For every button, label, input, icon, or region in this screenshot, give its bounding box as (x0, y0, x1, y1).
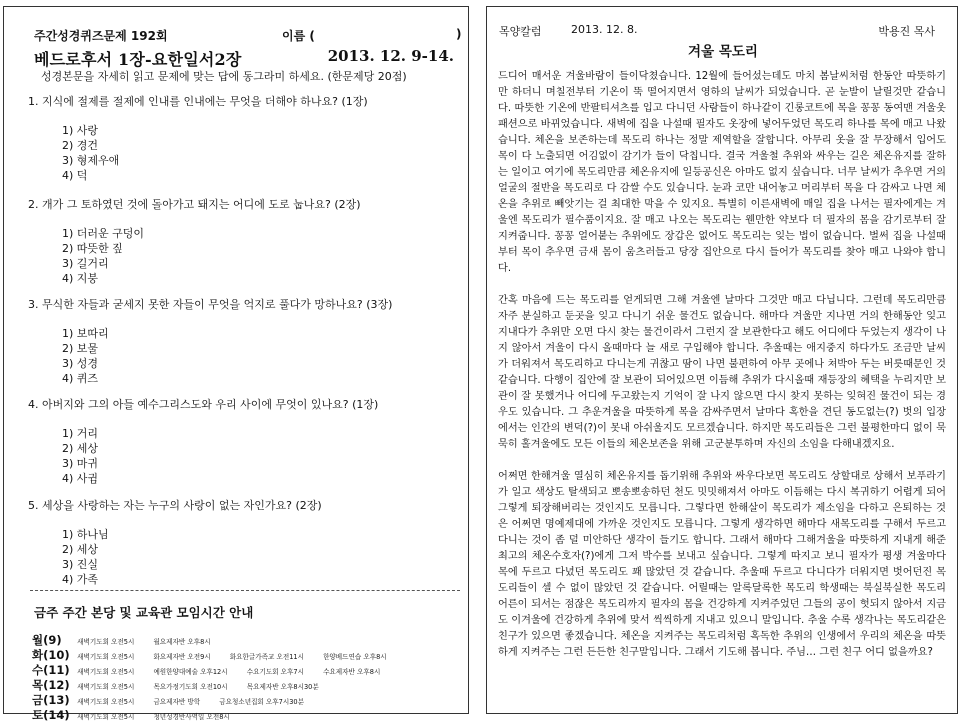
answer-options (62, 426, 458, 486)
answer-options (62, 226, 458, 286)
question-1 (28, 94, 458, 183)
column-author: 박용진 목사 (878, 25, 935, 38)
answer-option[interactable]: 1) 더러운 구덩이 (62, 227, 145, 240)
schedule-day: 수(11) (32, 663, 70, 677)
paragraph: 드디어 매서운 겨울바람이 들이닥쳤습니다. 12월에 들어섰는데도 마치 봄날씨처럼 한동안 따뜻하기만 하더니 며칠전부터 기온이 뚝 떨어지면서 영하의 날씨가 되었습니다. 곧 눈발이 날릴것만 같습니다. 따뜻한 기온에 반팔티셔츠를 입고 다니던 사람들이 하나같이 긴롱코트에 목을 꽁꽁 동여맨 겨울옷 패션으로 바뀌었습니다. 새벽에 집을 나설때 필자도 옷장에 넣어두었던 목도리 하나를 목에 매고 나왔습니다. 체온을 보존하는데 목도리 하나는 정말 제역할을 잘합니다. 아무리 옷을 잘 무장해서 입어도 목이 다 노출되면 어김없이 감기가 들이 닥칩니다. 결국 겨울철 추위와 싸우는 길은 체온유지를 잘하는 일이고 여기에 목도리만큼 체온유지에 일등공신은 아마도 없지 싶습니다. 너무 날씨가 추우면 거의 얼굴의 절반을 목도리로 다 감쌀 수도 있습니다. 눈과 코만 내어놓고 머리부터 목을 다 감싸고 나면 체온을 추위로 빼앗기는 걸 최대한 막을 수 있지요. 특별히 이른새벽에 매일 집을 나서는 필자에게는 겨울엔 목도리가 필수품이지요. 잘 매고 나오는 목도리는 웬만한 약보다 더 필자의 몸을 감기로부터 잘 지켜줍니다. 꽁꽁 얼어붙는 추위에도 장갑은 없어도 목도리는 잊는 법이 없습니다. 벌써 집을 나설때부터 목이 추우면 금새 몸이 움츠러들고 당장 집안으로 다시 들어가 목도리를 찾아 매고 나와야 합니다. (498, 71, 946, 274)
answer-option[interactable]: 3) 길거리 (62, 257, 109, 270)
quiz-header (34, 27, 462, 43)
answer-option[interactable]: 2) 경건 (62, 139, 99, 152)
answer-option[interactable]: 4) 덕 (62, 169, 88, 182)
paragraph: 어쩌면 한해겨울 열심히 체온유지를 돕기위해 추위와 싸우다보면 목도리도 상할대로 상해서 보푸라기가 일고 색상도 탈색되고 뽀송뽀송하던 천도 밋밋해져서 아마도 이듬해는 다시 복귀하기 어렵게 되어 그렇게 퇴장해버리는 것인지도 모릅니다. 그렇다면 한해살이 목도리가 제소임을 다하고 은퇴하는 것은 어쩌면 명예제대에 가까운 것인지도 모릅니다. 그렇게 생각하면 해마다 새목도리를 구해서 두르고 다니는 것이 좀 덜 미안하단 생각이 들기도 합니다. 그래서 해마다 그해겨울을 따뜻하게 지내게 해준 최고의 체온수호자(?)에게 그저 박수를 보내고 싶습니다. 그렇게 따지고 보니 필자가 평생 겨울마다 목에 두르고 다녔던 목도리도 꽤 많았던 것 같습니다. 추울때 두르고 다니다가 더워지면 벗어던진 목도리들이 셀 수 없이 많았던 것 같습니다. 어릴때는 알록달록한 목도리 학생때는 북실북실한 목도리 어른이 되서는 점잖은 목도리까지 필자의 몸을 건강하게 지켜주었던 그들의 공이 헛되지 않아서 지금도 이겨울에 건강하게 추위에 맞서 씩씩하게 지내고 있으니 말입니다. 추울 수록 생각나는 목도리같은 친구가 있으면 좋겠습니다. 체온을 지켜주는 목도리처럼 혹독한 추위의 인생에서 우리의 체온을 따뜻하게 지켜주는 그런 든든한 친구말입니다. 그래서 기도해 봅니다. 주님… 그런 친구 어디 없을까요? (498, 471, 946, 658)
schedule-row (32, 691, 462, 706)
name-close-paren: ) (456, 27, 462, 41)
quiz-date: 2013. 12. 9-14. (327, 47, 454, 65)
schedule-row (32, 631, 462, 646)
schedule-item: 금요청소년집회 오후7시30분 (219, 698, 304, 706)
name-label: 이름 ( (282, 29, 315, 43)
schedule-item: 새벽기도회 오전5시 (77, 668, 135, 676)
schedule-item: 청년성경반사역일 오전8시 (153, 713, 230, 721)
answer-options (62, 326, 458, 386)
schedule-item: 새벽기도회 오전5시 (77, 698, 135, 706)
schedule-item: 화요한글가족교 오전11시 (229, 653, 304, 661)
schedule-item: 한양베드연습 오후8시 (323, 653, 387, 661)
answer-option[interactable]: 1) 보따리 (62, 327, 109, 340)
answer-option[interactable]: 4) 가족 (62, 573, 99, 586)
answer-option[interactable]: 4) 지붕 (62, 272, 99, 285)
answer-option[interactable]: 4) 사귐 (62, 472, 99, 485)
answer-option[interactable]: 2) 세상 (62, 442, 99, 455)
schedule-item: 수요제자반 오후8시 (323, 668, 381, 676)
schedule-day: 토(14) (32, 708, 70, 722)
answer-options (62, 527, 458, 587)
column-page (486, 6, 958, 714)
quiz-page (3, 6, 469, 722)
passage-row (34, 47, 454, 69)
schedule-row (32, 676, 462, 691)
instruction: 성경본문을 자세히 읽고 문제에 맞는 답에 동그라미 하세요. (한문제당 20점) (41, 70, 407, 83)
schedule-day: 금(13) (32, 693, 70, 707)
schedule-item: 화요제자반 오전9시 (153, 653, 211, 661)
weekly-schedule (32, 631, 462, 721)
passage-range: 베드로후서 1장-요한일서2장 (34, 50, 242, 69)
notice-title: 금주 주간 본당 및 교육관 모임시간 안내 (34, 605, 254, 620)
answer-option[interactable]: 2) 보물 (62, 342, 99, 355)
schedule-day: 목(12) (32, 678, 70, 692)
quiz-number: 주간성경퀴즈문제 192회 (34, 29, 168, 43)
column-name: 목양칼럼 (499, 25, 542, 38)
answer-option[interactable]: 1) 하나님 (62, 528, 109, 541)
dashed-divider (30, 590, 460, 591)
answer-option[interactable]: 1) 사랑 (62, 124, 99, 137)
column-date: 2013. 12. 8. (571, 23, 638, 36)
question-text: 3. 무식한 자들과 굳세지 못한 자들이 무엇을 억지로 풀다가 망하나요? (3장) (28, 298, 393, 311)
schedule-item: 새벽기도회 오전5시 (77, 683, 135, 691)
schedule-item: 목요가정기도회 오전10시 (153, 683, 228, 691)
schedule-item: 금요제자반 방학 (153, 698, 201, 706)
question-text: 4. 아버지와 그의 아들 예수그리스도와 우리 사이에 무엇이 있나요? (1장) (28, 398, 379, 411)
schedule-item: 수요기도회 오후7시 (246, 668, 304, 676)
schedule-item: 목요제자반 오후8시30분 (246, 683, 319, 691)
paragraph: 간혹 마음에 드는 목도리를 얻게되면 그해 겨울엔 날마다 그것만 매고 다닙니다. 그런데 목도리만큼 자주 분실하고 둔곳을 잊고 다니기 쉬운 물건도 없습니다. 해마다 겨울만 지나면 거의 한해동안 잊고 지내다가 추위만 오면 다시 찾는 물건이라서 그런지 잘 보관한다고 해도 어디에다 두었는지 생각이 나지 않아서 겨울이 다시 올때마다 늘 새로 구입해야 합니다. 추울때는 애지중지 하다가도 조금만 날씨가 더워져서 목도리하고 다니는게 귀찮고 땀이 나면 불편하여 아무 곳에나 쳐박아 두는 버릇때문인 것 같습니다. 다행이 집안에 잘 보관이 되어있으면 이듬해 추위가 다시올때 재등장의 혜택을 누리지만 보관이 잘 못했거나 어디에 두고왔는지 기억이 잘 나지 않으면 다시 찾지 못하는 잊혀진 물건이 되는 경우도 있습니다. 그 추운겨울을 따뜻하게 목을 감싸주면서 날마다 혹한을 견딘 동도없는(?) 벗의 입장에서는 인간의 변덕(?)이 못내 아쉬울지도 모르겠습니다. 하지만 목도리들은 그런 불평한마디 없이 묵묵히 홀겨울에도 모든 이들의 체온보존을 위해 고군분투하며 자신의 소임을 다해내겠지요. (498, 295, 946, 450)
question-text: 1. 지식에 절제를 절제에 인내를 인내에는 무엇을 더해야 하나요? (1장) (28, 95, 368, 108)
answer-option[interactable]: 2) 세상 (62, 543, 99, 556)
schedule-item: 새벽기도회 오전5시 (77, 638, 135, 646)
answer-option[interactable]: 3) 성경 (62, 357, 99, 370)
question-3 (28, 297, 458, 386)
answer-options (62, 123, 458, 183)
schedule-day: 월(9) (32, 633, 62, 647)
answer-option[interactable]: 1) 거리 (62, 427, 99, 440)
column-body (498, 69, 946, 677)
column-header (499, 23, 947, 39)
answer-option[interactable]: 3) 형제우애 (62, 154, 120, 167)
schedule-row (32, 646, 462, 661)
column-title: 겨울 목도리 (688, 44, 758, 60)
answer-option[interactable]: 3) 마귀 (62, 457, 99, 470)
schedule-item: 새벽기도회 오전5시 (77, 653, 135, 661)
question-text: 2. 개가 그 토하였던 것에 돌아가고 돼지는 어디에 도로 눕나요? (2장) (28, 198, 361, 211)
schedule-row (32, 661, 462, 676)
schedule-item: 새벽기도회 오전5시 (77, 713, 135, 721)
answer-option[interactable]: 4) 퀴즈 (62, 372, 99, 385)
schedule-day: 화(10) (32, 648, 70, 662)
question-text: 5. 세상을 사랑하는 자는 누구의 사랑이 없는 자인가요? (2장) (28, 499, 322, 512)
question-4 (28, 397, 458, 486)
question-5 (28, 498, 458, 587)
schedule-item: 예원한양대예술 오후12시 (153, 668, 228, 676)
schedule-item: 월요제자반 오후8시 (153, 638, 211, 646)
question-2 (28, 197, 458, 286)
answer-option[interactable]: 3) 진실 (62, 558, 99, 571)
answer-option[interactable]: 2) 따뜻한 짚 (62, 242, 123, 255)
schedule-row (32, 706, 462, 721)
